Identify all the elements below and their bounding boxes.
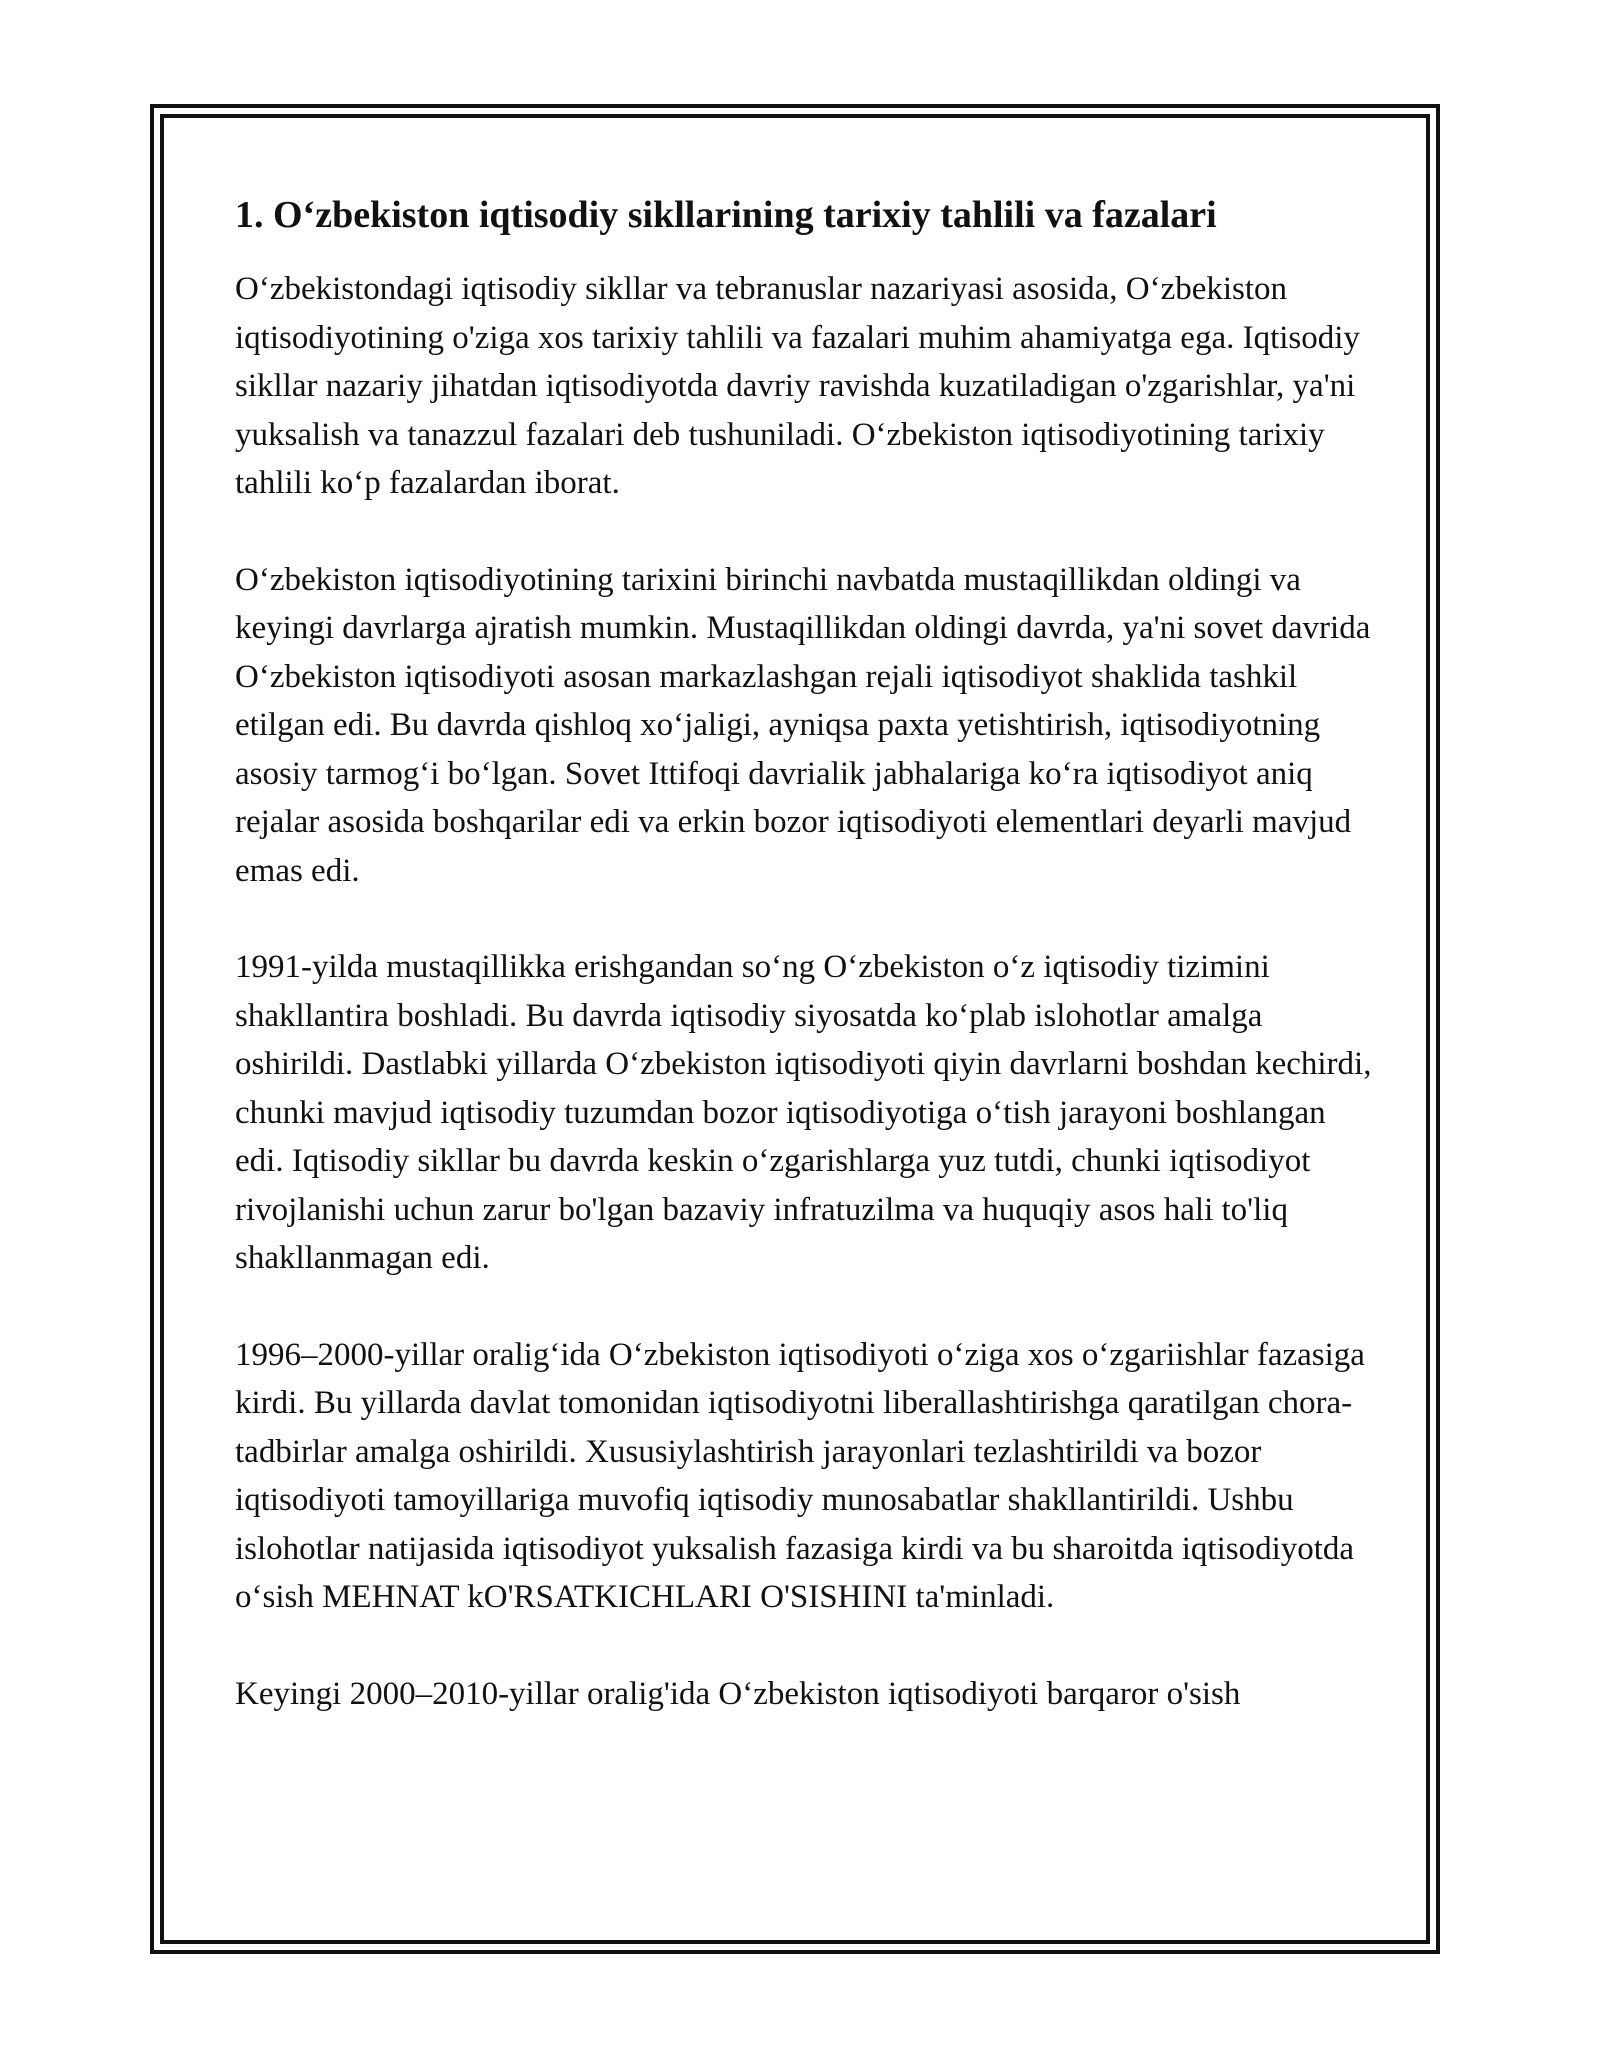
paragraph-soviet-period: O‘zbekiston iqtisodiyotining tarixini birinchi navbatda mustaqillikdan oldingi va keyingi davrlarga ajratish mumkin. Mustaqillikdan oldingi davrda, ya'ni sovet davrida O‘zbekiston iqtisodiyoti asosan markazlashgan rejali iqtisodiyot shaklida tashkil etilgan edi. Bu davrda qishloq xo‘jaligi, ayniqsa paxta yetishtirish, iqtisodiyotning asosiy tarmog‘i bo‘lgan. Sovet Ittifoqi davrialik jabhalariga ko‘ra iqtisodiyot aniq rejalar asosida boshqarilar edi va erkin bozor iqtisodiyoti elementlari deyarli mavjud emas edi. — [235, 561, 1371, 889]
paragraph-independence: 1991-yilda mustaqillikka erishgandan so‘ng O‘zbekiston o‘z iqtisodiy tizimini shakllantira boshladi. Bu davrda iqtisodiy siyosatda ko‘plab islohotlar amalga oshirildi. Dastlabki yillarda O‘zbekiston iqtisodiyoti qiyin davrlarni boshdan kechirdi, chunki mavjud iqtisodiy tuzumdan bozor iqtisodiyotiga o‘tish jarayoni boshlangan edi. Iqtisodiy sikllar bu davrda keskin o‘zgarishlarga yuz tutdi, chunki iqtisodiyot rivojlanishi uchun zarur bo'lgan bazaviy infratuzilma va huquqiy asos hali to'liq shakllanmagan edi. — [235, 949, 1372, 1276]
document-body — [235, 185, 1380, 1718]
section-heading: 1. O‘zbekiston iqtisodiy sikllarining tarixiy tahlili va fazalari — [235, 194, 1217, 236]
paragraph-2000-2010: Keyingi 2000–2010-yillar oralig'ida O‘zbekiston iqtisodiyoti barqaror o'sish — [235, 1675, 1241, 1712]
paragraph-1996-2000: 1996–2000-yillar oralig‘ida O‘zbekiston iqtisodiyoti o‘ziga xos o‘zgariishlar fazasiga kirdi. Bu yillarda davlat tomonidan iqtisodiyotni liberallashtirishga qaratilgan chora-tadbirlar amalga oshirildi. Xususiylashtirish jarayonlari tezlashtirildi va bozor iqtisodiyoti tamoyillariga muvofiq iqtisodiy munosabatlar shakllantirildi. Ushbu islohotlar natijasida iqtisodiyot yuksalish fazasiga kirdi va bu sharoitda iqtisodiyotda o‘sish MEHNAT kO'RSATKICHLARI O'SISHINI ta'minladi. — [235, 1336, 1365, 1615]
paragraph-intro: O‘zbekistondagi iqtisodiy sikllar va tebranuslar nazariyasi asosida, O‘zbekiston iqtisodiyotining o'ziga xos tarixiy tahlili va fazalari muhim ahamiyatga ega. Iqtisodiy sikllar nazariy jihatdan iqtisodiyotda davriy ravishda kuzatiladigan o'zgarishlar, ya'ni yuksalish va tanazzul fazalari deb tushuniladi. O‘zbekiston iqtisodiyotining tarixiy tahlili ko‘p fazalardan iborat. — [235, 271, 1360, 501]
